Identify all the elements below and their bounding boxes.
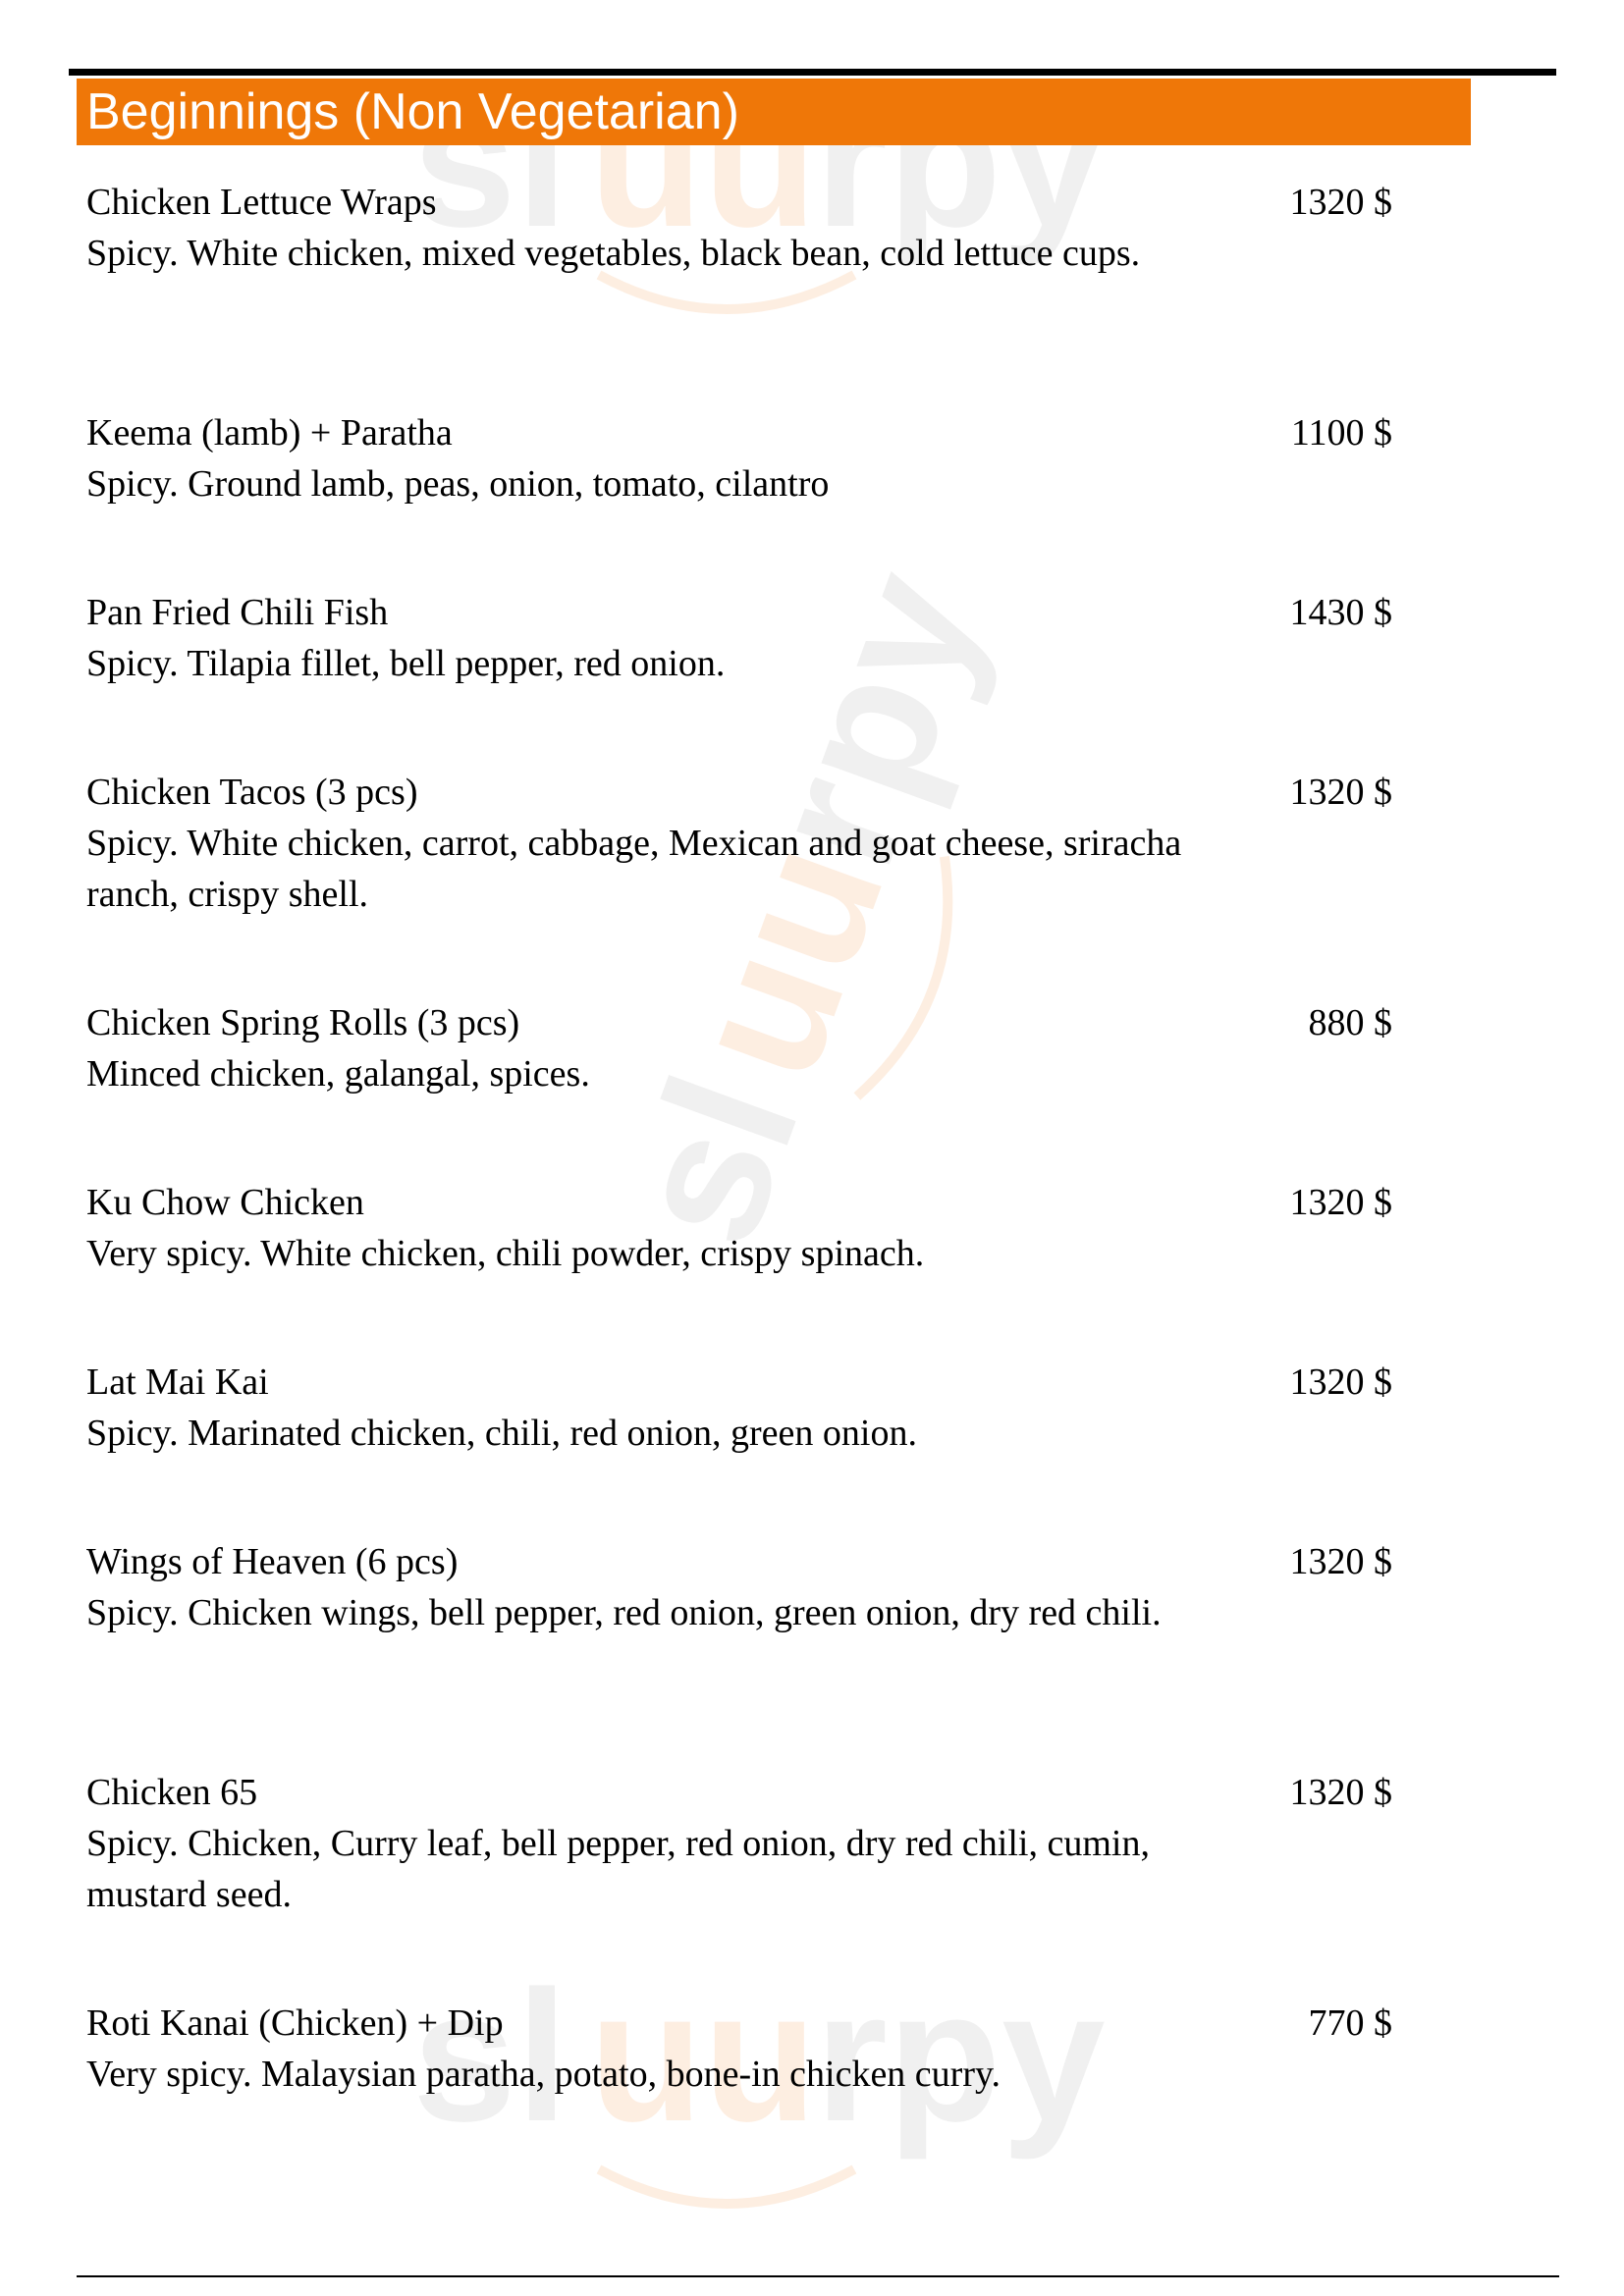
menu-item-name: Pan Fried Chili Fish xyxy=(86,592,389,633)
svg-text:sl: sl xyxy=(412,58,568,266)
menu-item-name: Wings of Heaven (6 pcs) xyxy=(86,1541,459,1582)
menu-item-name: Chicken Lettuce Wraps xyxy=(86,182,437,223)
menu-item-price: 1100 $ xyxy=(1290,412,1392,454)
menu-item-name: Lat Mai Kai xyxy=(86,1362,269,1403)
menu-item-name: Chicken Spring Rolls (3 pcs) xyxy=(86,1002,520,1043)
menu-item-price: 1430 $ xyxy=(1289,592,1392,633)
bottom-rule xyxy=(77,2275,1559,2277)
menu-item-description: Spicy. White chicken, carrot, cabbage, Mexican and goat cheese, sriracha ranch, crispy shell. xyxy=(86,823,1182,915)
menu-item-price: 1320 $ xyxy=(1289,1772,1392,1813)
svg-text:rpy: rpy xyxy=(727,546,1022,891)
svg-text:sl: sl xyxy=(589,1051,839,1269)
menu-item-name: Ku Chow Chicken xyxy=(86,1182,364,1223)
menu-item-price: 880 $ xyxy=(1308,1002,1392,1043)
svg-text:uu: uu xyxy=(589,1952,818,2161)
menu-item-description: Spicy. Tilapia fillet, bell pepper, red onion. xyxy=(86,643,726,684)
menu-item-price: 1320 $ xyxy=(1289,1362,1392,1403)
menu-item-description: Very spicy. Malaysian paratha, potato, bone-in chicken curry. xyxy=(86,2054,1001,2095)
svg-text:uu: uu xyxy=(649,817,924,1103)
watermark-logo xyxy=(560,546,1052,1298)
menu-item-description: Minced chicken, galangal, spices. xyxy=(86,1053,590,1095)
menu-item-price: 1320 $ xyxy=(1289,182,1392,223)
svg-text:rpy: rpy xyxy=(815,58,1106,266)
menu-item-price: 1320 $ xyxy=(1289,772,1392,813)
section-header xyxy=(77,79,1471,145)
svg-text:uu: uu xyxy=(589,58,818,266)
menu-item-description: Spicy. White chicken, mixed vegetables, black bean, cold lettuce cups. xyxy=(86,233,1141,274)
menu-item-description: Very spicy. White chicken, chili powder, crispy spinach. xyxy=(86,1233,925,1274)
menu-item-name: Chicken 65 xyxy=(86,1772,258,1813)
menu-item-name: Keema (lamb) + Paratha xyxy=(86,412,453,454)
svg-text:sl: sl xyxy=(412,1952,568,2161)
section-title: Beginnings (Non Vegetarian) xyxy=(86,83,739,140)
svg-text:rpy: rpy xyxy=(815,1952,1106,2161)
menu-item-name: Chicken Tacos (3 pcs) xyxy=(86,772,418,813)
menu-item-price: 770 $ xyxy=(1308,2002,1392,2044)
menu-item-description: Spicy. Marinated chicken, chili, red onion, green onion. xyxy=(86,1413,917,1454)
menu-item-name: Roti Kanai (Chicken) + Dip xyxy=(86,2002,504,2044)
menu-item-description: Spicy. Chicken wings, bell pepper, red onion, green onion, dry red chili. xyxy=(86,1592,1162,1633)
top-rule xyxy=(69,69,1556,76)
menu-item-description: Spicy. Ground lamb, peas, onion, tomato, cilantro xyxy=(86,463,830,505)
menu-item-price: 1320 $ xyxy=(1289,1182,1392,1223)
menu-item-price: 1320 $ xyxy=(1289,1541,1392,1582)
menu-item-description: Spicy. Chicken, Curry leaf, bell pepper, red onion, dry red chili, cumin, mustard seed. xyxy=(86,1823,1150,1915)
